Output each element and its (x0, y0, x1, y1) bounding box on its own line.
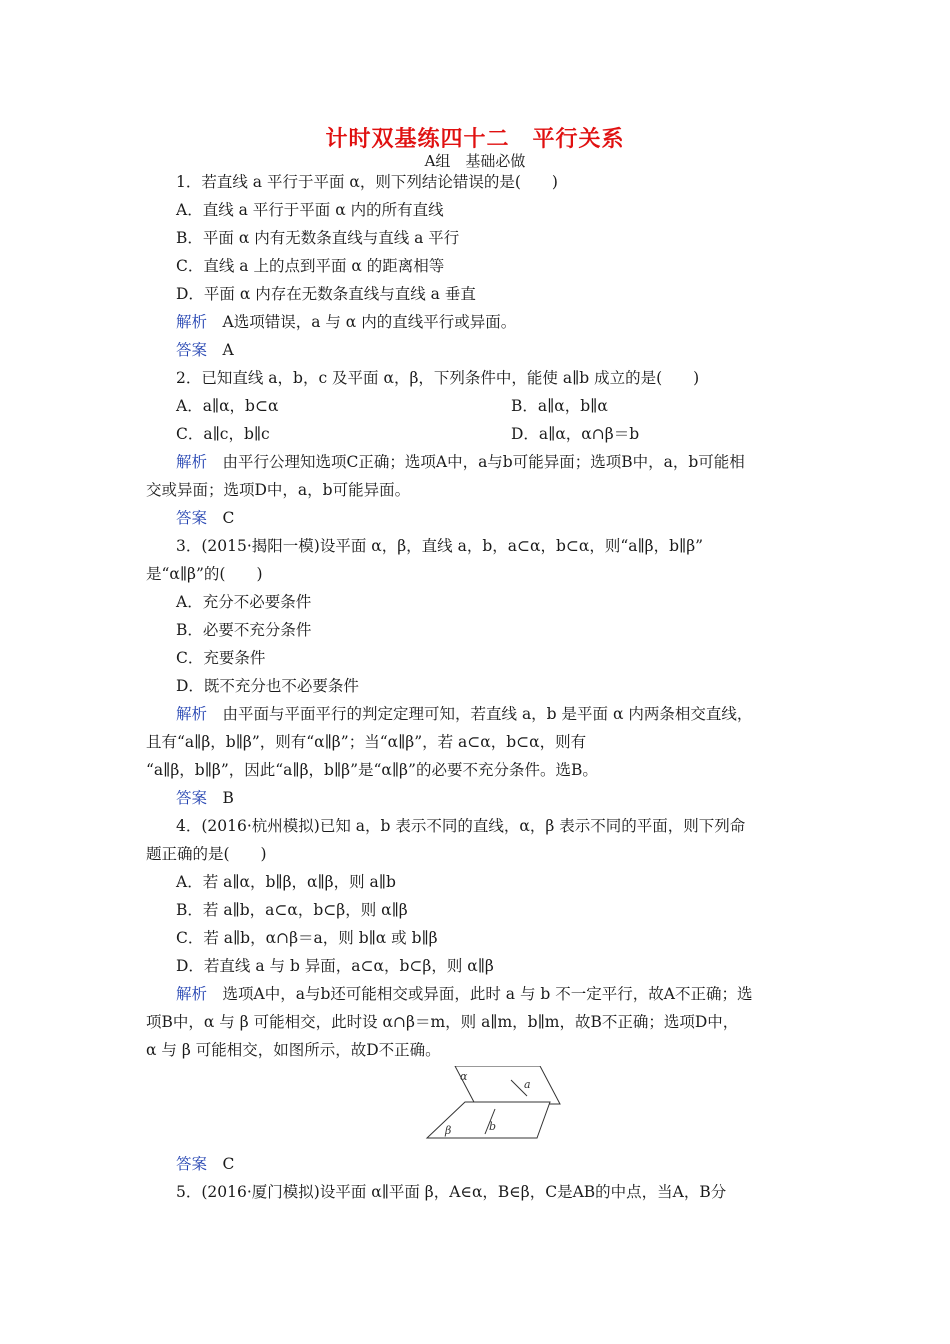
q2-answer: 答案 C (176, 509, 235, 527)
label-b: b (489, 1120, 497, 1133)
analysis-label: 解析 (176, 453, 208, 471)
q5-stem-line1: 5．(2016·厦门模拟)设平面 α∥平面 β，A∈α，B∈β，C是AB的中点，当A，B分 (176, 1183, 727, 1201)
q4-option-c: C．若 a∥b，α∩β＝a，则 b∥α 或 b∥β (176, 929, 438, 947)
q3-stem-line2: 是“α∥β”的( ) (146, 565, 263, 583)
q1-option-d: D．平面 α 内存在无数条直线与直线 a 垂直 (176, 285, 476, 303)
q1-answer: 答案 A (176, 341, 234, 359)
analysis-label: 解析 (176, 705, 208, 723)
q4-answer: 答案 C (176, 1155, 235, 1173)
q1-option-a: A．直线 a 平行于平面 α 内的所有直线 (176, 201, 444, 219)
answer-label: 答案 (176, 789, 208, 807)
label-alpha: α (460, 1070, 468, 1083)
q2-analysis-line1: 解析 由平行公理知选项C正确；选项A中，a与b可能异面；选项B中，a，b可能相 (176, 453, 745, 471)
q4-option-d: D．若直线 a 与 b 异面，a⊂α，b⊂β，则 α∥β (176, 957, 494, 975)
q3-analysis-line3: “a∥β，b∥β”，因此“a∥β，b∥β”是“α∥β”的必要不充分条件。选B。 (146, 761, 598, 779)
q3-option-c: C．充要条件 (176, 649, 266, 667)
q2-option-a: A．a∥α，b⊂α (176, 397, 279, 415)
q4-analysis-line3: α 与 β 可能相交，如图所示，故D不正确。 (146, 1041, 441, 1059)
q4-stem-line1: 4．(2016·杭州模拟)已知 a，b 表示不同的直线，α，β 表示不同的平面，则下列命 (176, 817, 746, 835)
intersecting-planes-figure (425, 1066, 565, 1142)
q1-option-b: B．平面 α 内有无数条直线与直线 a 平行 (176, 229, 460, 247)
q3-analysis-line2: 且有“a∥β，b∥β”，则有“α∥β”；当“α∥β”，若 a⊂α，b⊂α，则有 (146, 733, 587, 751)
plane-alpha (455, 1066, 560, 1104)
q2-analysis-line2: 交或异面；选项D中，a，b可能异面。 (146, 481, 411, 499)
q4-stem-line2: 题正确的是( ) (146, 845, 267, 863)
q3-analysis-line1: 解析 由平面与平面平行的判定定理可知，若直线 a，b 是平面 α 内两条相交直线， (176, 705, 753, 723)
analysis-label: 解析 (176, 985, 208, 1003)
q2-option-c: C．a∥c，b∥c (176, 425, 270, 443)
label-a: a (524, 1078, 531, 1091)
q1-option-c: C．直线 a 上的点到平面 α 的距离相等 (176, 257, 445, 275)
q2-option-d: D．a∥α，α∩β＝b (511, 425, 640, 443)
q3-stem-line1: 3．(2015·揭阳一模)设平面 α，β，直线 a，b，a⊂α，b⊂α，则“a∥β，b∥β” (176, 537, 704, 555)
answer-label: 答案 (176, 341, 208, 359)
q4-option-a: A．若 a∥α，b∥β，α∥β，则 a∥b (176, 873, 396, 891)
q2-stem: 2．已知直线 a，b，c 及平面 α，β，下列条件中，能使 a∥b 成立的是( ) (176, 369, 700, 387)
analysis-label: 解析 (176, 313, 208, 331)
q1-stem: 1．若直线 a 平行于平面 α，则下列结论错误的是( ) (176, 173, 558, 191)
q2-option-b: B．a∥α，b∥α (511, 397, 608, 415)
q3-option-a: A．充分不必要条件 (176, 593, 312, 611)
q4-analysis-line1: 解析 选项A中，a与b还可能相交或异面，此时 a 与 b 不一定平行，故A不正确；选 (176, 985, 753, 1003)
q4-analysis-line2: 项B中，α 与 β 可能相交，此时设 α∩β＝m，则 a∥m，b∥m，故B不正确；选项D中， (146, 1013, 739, 1031)
section-subtitle: A组 基础必做 (424, 152, 526, 170)
q3-option-b: B．必要不充分条件 (176, 621, 312, 639)
answer-label: 答案 (176, 509, 208, 527)
q3-option-d: D．既不充分也不必要条件 (176, 677, 359, 695)
answer-label: 答案 (176, 1155, 208, 1173)
label-beta: β (445, 1124, 452, 1137)
page-title: 计时双基练四十二 平行关系 (325, 127, 625, 152)
q1-analysis: 解析 A选项错误，a 与 α 内的直线平行或异面。 (176, 313, 517, 331)
q3-answer: 答案 B (176, 789, 234, 807)
q4-option-b: B．若 a∥b，a⊂α，b⊂β，则 α∥β (176, 901, 408, 919)
